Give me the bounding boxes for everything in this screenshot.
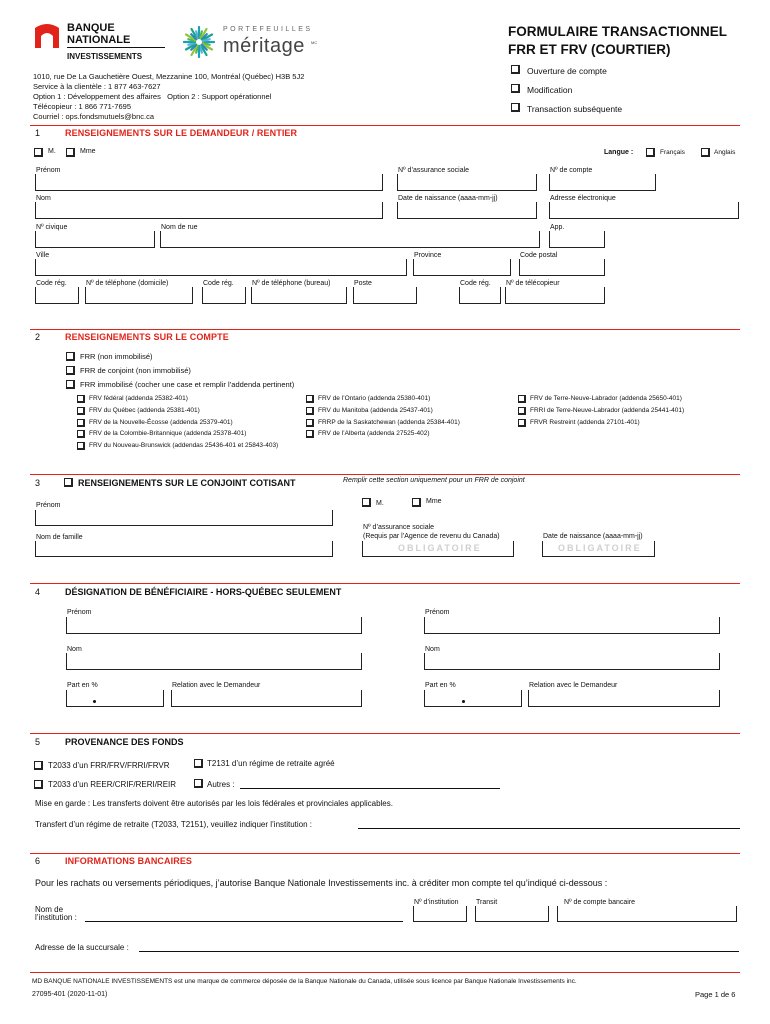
conjoint-nas-label: Nº d’assurance sociale: [363, 524, 435, 531]
bank-account-label: Nº de compte bancaire: [564, 899, 636, 906]
benef1-part-label: Part en %: [67, 682, 98, 689]
logo-line2: NATIONALE: [67, 34, 131, 46]
frv-col1-checkbox-4[interactable]: [77, 430, 85, 438]
conjoint-mrs-checkbox[interactable]: [412, 498, 421, 507]
section2-number: 2: [35, 332, 41, 342]
section4-title: DÉSIGNATION DE BÉNÉFICIAIRE - HORS-QUÉBEC SEULEMENT: [65, 587, 342, 597]
conjoint-nom-field[interactable]: [35, 541, 333, 557]
app-label: App.: [550, 224, 565, 231]
mr-label: M.: [48, 148, 56, 155]
section1-title: RENSEIGNEMENTS SUR LE DEMANDEUR / RENTIER: [65, 128, 298, 138]
frr-non-immo-label: FRR (non immobilisé): [80, 352, 153, 361]
nas-label: Nº d’assurance sociale: [398, 167, 470, 174]
courriel-field[interactable]: [549, 202, 739, 219]
frr-immo-checkbox[interactable]: [66, 380, 75, 389]
meritage-name: méritage: [223, 35, 305, 57]
section3-note: Remplir cette section uniquement pour un FRR de conjoint: [343, 477, 525, 484]
meritage-top: PORTEFEUILLES: [223, 26, 313, 33]
modification-label: Modification: [527, 85, 573, 95]
section5-title: PROVENANCE DES FONDS: [65, 737, 184, 747]
code-reg-bur-field[interactable]: [202, 287, 246, 304]
section1-number: 1: [35, 128, 41, 138]
compte-label: Nº de compte: [550, 167, 593, 174]
section3-checkbox[interactable]: [64, 478, 73, 487]
nom-institution-field[interactable]: [85, 921, 403, 922]
bank-account-field[interactable]: [557, 906, 737, 922]
header-options: Option 1 : Développement des affaires Option 2 : Support opérationnel: [33, 92, 272, 101]
tel-dom-label: Nº de téléphone (domicile): [86, 280, 169, 287]
app-field[interactable]: [549, 231, 605, 248]
frv-col2-label-2: FRV du Manitoba (addenda 25437-401): [318, 406, 433, 414]
naissance-label: Date de naissance (aaaa-mm-jj): [398, 195, 498, 202]
footer-page: Page 1 de 6: [695, 990, 736, 999]
fax-field[interactable]: [505, 287, 605, 304]
frv-col3-label-3: FRVR Restreint (addenda 27101-401): [530, 418, 640, 426]
subsequente-checkbox[interactable]: [511, 103, 520, 112]
frv-col1-label-4: FRV de la Colombie-Britannique (addenda 25378-401): [89, 430, 247, 438]
mise-en-garde: Mise en garde : Les transferts doivent être autorisés par les lois fédérales et provinciales applicables.: [35, 799, 393, 808]
code-reg-dom-field[interactable]: [35, 287, 79, 304]
compte-field[interactable]: [549, 174, 656, 191]
frv-col2-checkbox-4[interactable]: [306, 430, 314, 438]
mr-checkbox[interactable]: [34, 148, 43, 157]
logo-line3: INVESTISSEMENTS: [67, 52, 143, 61]
frv-col1-checkbox-3[interactable]: [77, 419, 85, 427]
frr-conjoint-checkbox[interactable]: [66, 366, 75, 375]
nas-field[interactable]: [397, 174, 537, 191]
succursale-field[interactable]: [139, 951, 739, 952]
conjoint-mrs-label: Mme: [426, 498, 442, 505]
frv-col1-checkbox-5[interactable]: [77, 442, 85, 450]
transfert-label: Transfert d’un régime de retraite (T2033, T2151), veuillez indiquer l’institution :: [35, 820, 313, 829]
fax-label: Nº de télécopieur: [506, 280, 560, 287]
form-title-1: FORMULAIRE TRANSACTIONNEL: [508, 24, 727, 39]
frv-col3-checkbox-2[interactable]: [518, 407, 526, 415]
benef2-decimal-dot: [462, 700, 465, 703]
benef2-relation-label: Relation avec le Demandeur: [529, 682, 618, 689]
benef2-part-field[interactable]: [424, 690, 522, 707]
frv-col1-label-1: FRV fédéral (addenda 25382-401): [89, 395, 188, 402]
naissance-field[interactable]: [397, 202, 537, 219]
conjoint-mr-label: M.: [376, 500, 384, 507]
t2033-frr-checkbox[interactable]: [34, 761, 43, 770]
poste-label: Poste: [354, 280, 372, 287]
subsequente-label: Transaction subséquente: [527, 104, 623, 114]
t2033-reer-label: T2033 d’un REER/CRIF/RERI/REIR: [48, 780, 177, 789]
nom-label: Nom: [36, 195, 51, 202]
transit-field[interactable]: [475, 906, 549, 922]
mrs-checkbox[interactable]: [66, 148, 75, 157]
institution-no-label: Nº d’institution: [414, 899, 459, 906]
prenom-field[interactable]: [35, 174, 383, 191]
province-field[interactable]: [413, 259, 511, 276]
institution-no-field[interactable]: [413, 906, 467, 922]
frv-col3-checkbox-3[interactable]: [518, 419, 526, 427]
header-address: 1010, rue De La Gauchetière Ouest, Mezzanine 100, Montréal (Québec) H3B 5J2: [33, 72, 305, 81]
autres-field[interactable]: [240, 788, 500, 789]
province-label: Province: [414, 252, 442, 259]
meritage-tm: MC: [311, 40, 318, 45]
section3-number: 3: [35, 478, 41, 488]
t2131-label: T2131 d’un régime de retraite agréé: [207, 759, 335, 768]
rue-field[interactable]: [160, 231, 540, 248]
starburst-icon: [183, 26, 215, 58]
frr-non-immo-checkbox[interactable]: [66, 352, 75, 361]
nas-obligatoire: OBLIGATOIRE: [398, 543, 482, 553]
frv-col2-label-3: FRRP de la Saskatchewan (addenda 25384-401): [318, 418, 460, 426]
francais-label: Français: [660, 149, 685, 156]
prenom-label: Prénom: [36, 167, 61, 174]
frv-col2-checkbox-2[interactable]: [306, 407, 314, 415]
section3-title: RENSEIGNEMENTS SUR LE CONJOINT COTISANT: [78, 478, 296, 488]
frv-col1-label-3: FRV de la Nouvelle-Écosse (addenda 25379-401): [89, 418, 233, 426]
benef2-nom-field[interactable]: [424, 653, 720, 670]
meritage-logo: [183, 22, 333, 62]
nom-institution-label-1: Nom de: [35, 905, 64, 914]
ville-field[interactable]: [35, 259, 407, 276]
footer-trademark: MD BANQUE NATIONALE INVESTISSEMENTS est une marque de commerce déposée de la Banque Nationale du Canada, utilisée sous licence par Banque Nationale Investissements inc.: [32, 978, 577, 985]
benef2-nom-label: Nom: [425, 646, 440, 653]
civique-label: Nº civique: [36, 224, 68, 231]
benef1-relation-field[interactable]: [171, 690, 362, 707]
transit-label: Transit: [476, 899, 498, 906]
tel-dom-field[interactable]: [85, 287, 193, 304]
autres-checkbox[interactable]: [194, 779, 203, 788]
form-title-2: FRR ET FRV (COURTIER): [508, 42, 671, 57]
benef2-relation-field[interactable]: [528, 690, 720, 707]
benef1-nom-field[interactable]: [66, 653, 362, 670]
anglais-label: Anglais: [714, 149, 736, 156]
benef1-decimal-dot: [93, 700, 96, 703]
civique-field[interactable]: [35, 231, 155, 248]
frv-col1-label-2: FRV du Québec (addenda 25381-401): [89, 406, 200, 414]
frv-col3-label-1: FRV de Terre-Neuve-Labrador (addenda 25650-401): [530, 395, 682, 402]
succursale-label: Adresse de la succursale :: [35, 943, 129, 952]
conjoint-nas-note: (Requis par l’Agence de revenu du Canada): [363, 533, 500, 540]
tel-bur-field[interactable]: [251, 287, 347, 304]
t2033-frr-label: T2033 d’un FRR/FRV/FRRI/FRVR: [48, 761, 170, 770]
ouverture-label: Ouverture de compte: [527, 66, 607, 76]
section6-number: 6: [35, 856, 41, 866]
tel-bur-label: Nº de téléphone (bureau): [252, 280, 331, 287]
langue-label: Langue :: [604, 149, 634, 156]
modification-checkbox[interactable]: [511, 84, 520, 93]
flag-icon: [33, 24, 61, 50]
nom-field[interactable]: [35, 202, 383, 219]
frv-col2-checkbox-3[interactable]: [306, 419, 314, 427]
conjoint-naissance-label: Date de naissance (aaaa-mm-jj): [543, 533, 643, 540]
conjoint-prenom-field[interactable]: [35, 510, 333, 526]
t2131-checkbox[interactable]: [194, 759, 203, 768]
postal-label: Code postal: [520, 252, 558, 259]
francais-checkbox[interactable]: [646, 148, 655, 157]
frv-col2-label-1: FRV de l’Ontario (addenda 25380-401): [318, 395, 431, 402]
transfert-field[interactable]: [358, 828, 740, 829]
t2033-reer-checkbox[interactable]: [34, 780, 43, 789]
bank-intro: Pour les rachats ou versements périodiques, j’autorise Banque Nationale Investissements inc. à créditer mon compte tel qu’indiqué ci-dessous :: [35, 878, 608, 888]
courriel-label: Adresse électronique: [550, 195, 616, 202]
anglais-checkbox[interactable]: [701, 148, 710, 157]
footer-code: 27095-401 (2020-11-01): [32, 991, 108, 998]
header-service: Service à la clientèle : 1 877 463-7627: [33, 82, 161, 91]
benef1-part-field[interactable]: [66, 690, 164, 707]
frv-col2-label-4: FRV de l’Alberta (addenda 27525-402): [318, 430, 430, 438]
frv-col1-checkbox-1[interactable]: [77, 395, 85, 403]
conjoint-mr-checkbox[interactable]: [362, 498, 371, 507]
rue-label: Nom de rue: [161, 224, 198, 231]
benef1-relation-label: Relation avec le Demandeur: [172, 682, 261, 689]
benef1-nom-label: Nom: [67, 646, 82, 653]
frv-col1-checkbox-2[interactable]: [77, 407, 85, 415]
code-reg-fax-field[interactable]: [459, 287, 501, 304]
frr-immo-label: FRR immobilisé (cocher une case et remplir l’addenda pertinent): [80, 380, 295, 389]
benef2-prenom-label: Prénom: [425, 609, 450, 616]
header-email: Courriel : ops.fondsmutuels@bnc.ca: [33, 112, 155, 121]
frv-col3-checkbox-1[interactable]: [518, 395, 526, 403]
benef2-part-label: Part en %: [425, 682, 456, 689]
frv-col3-label-2: FRRI de Terre-Neuve-Labrador (addenda 25441-401): [530, 406, 685, 414]
mrs-label: Mme: [80, 148, 96, 155]
header-fax: Télécopieur : 1 866 771-7695: [33, 102, 131, 111]
poste-field[interactable]: [353, 287, 417, 304]
section5-number: 5: [35, 737, 41, 747]
benef1-prenom-field[interactable]: [66, 617, 362, 634]
frv-col1-label-5: FRV du Nouveau-Brunswick (addendas 25436-401 et 25843-403): [89, 442, 279, 450]
frv-col2-checkbox-1[interactable]: [306, 395, 314, 403]
nom-institution-label-2: l’institution :: [35, 913, 77, 922]
section6-title: INFORMATIONS BANCAIRES: [65, 856, 193, 866]
autres-label: Autres :: [207, 780, 235, 789]
benef2-prenom-field[interactable]: [424, 617, 720, 634]
code-reg-bur-label: Code rég.: [203, 280, 234, 287]
frr-conjoint-label: FRR de conjoint (non immobilisé): [80, 366, 191, 375]
section4-number: 4: [35, 587, 41, 597]
ouverture-checkbox[interactable]: [511, 65, 520, 74]
code-reg-dom-label: Code rég.: [36, 280, 67, 287]
code-reg-fax-label: Code rég.: [460, 280, 491, 287]
bni-logo: [33, 22, 173, 66]
postal-field[interactable]: [519, 259, 605, 276]
benef1-prenom-label: Prénom: [67, 609, 92, 616]
conjoint-prenom-label: Prénom: [36, 502, 61, 509]
naissance-obligatoire: OBLIGATOIRE: [558, 543, 642, 553]
conjoint-nom-label: Nom de famille: [36, 534, 83, 541]
section2-title: RENSEIGNEMENTS SUR LE COMPTE: [65, 332, 229, 342]
ville-label: Ville: [36, 252, 50, 259]
logo-line1: BANQUE: [67, 22, 115, 34]
